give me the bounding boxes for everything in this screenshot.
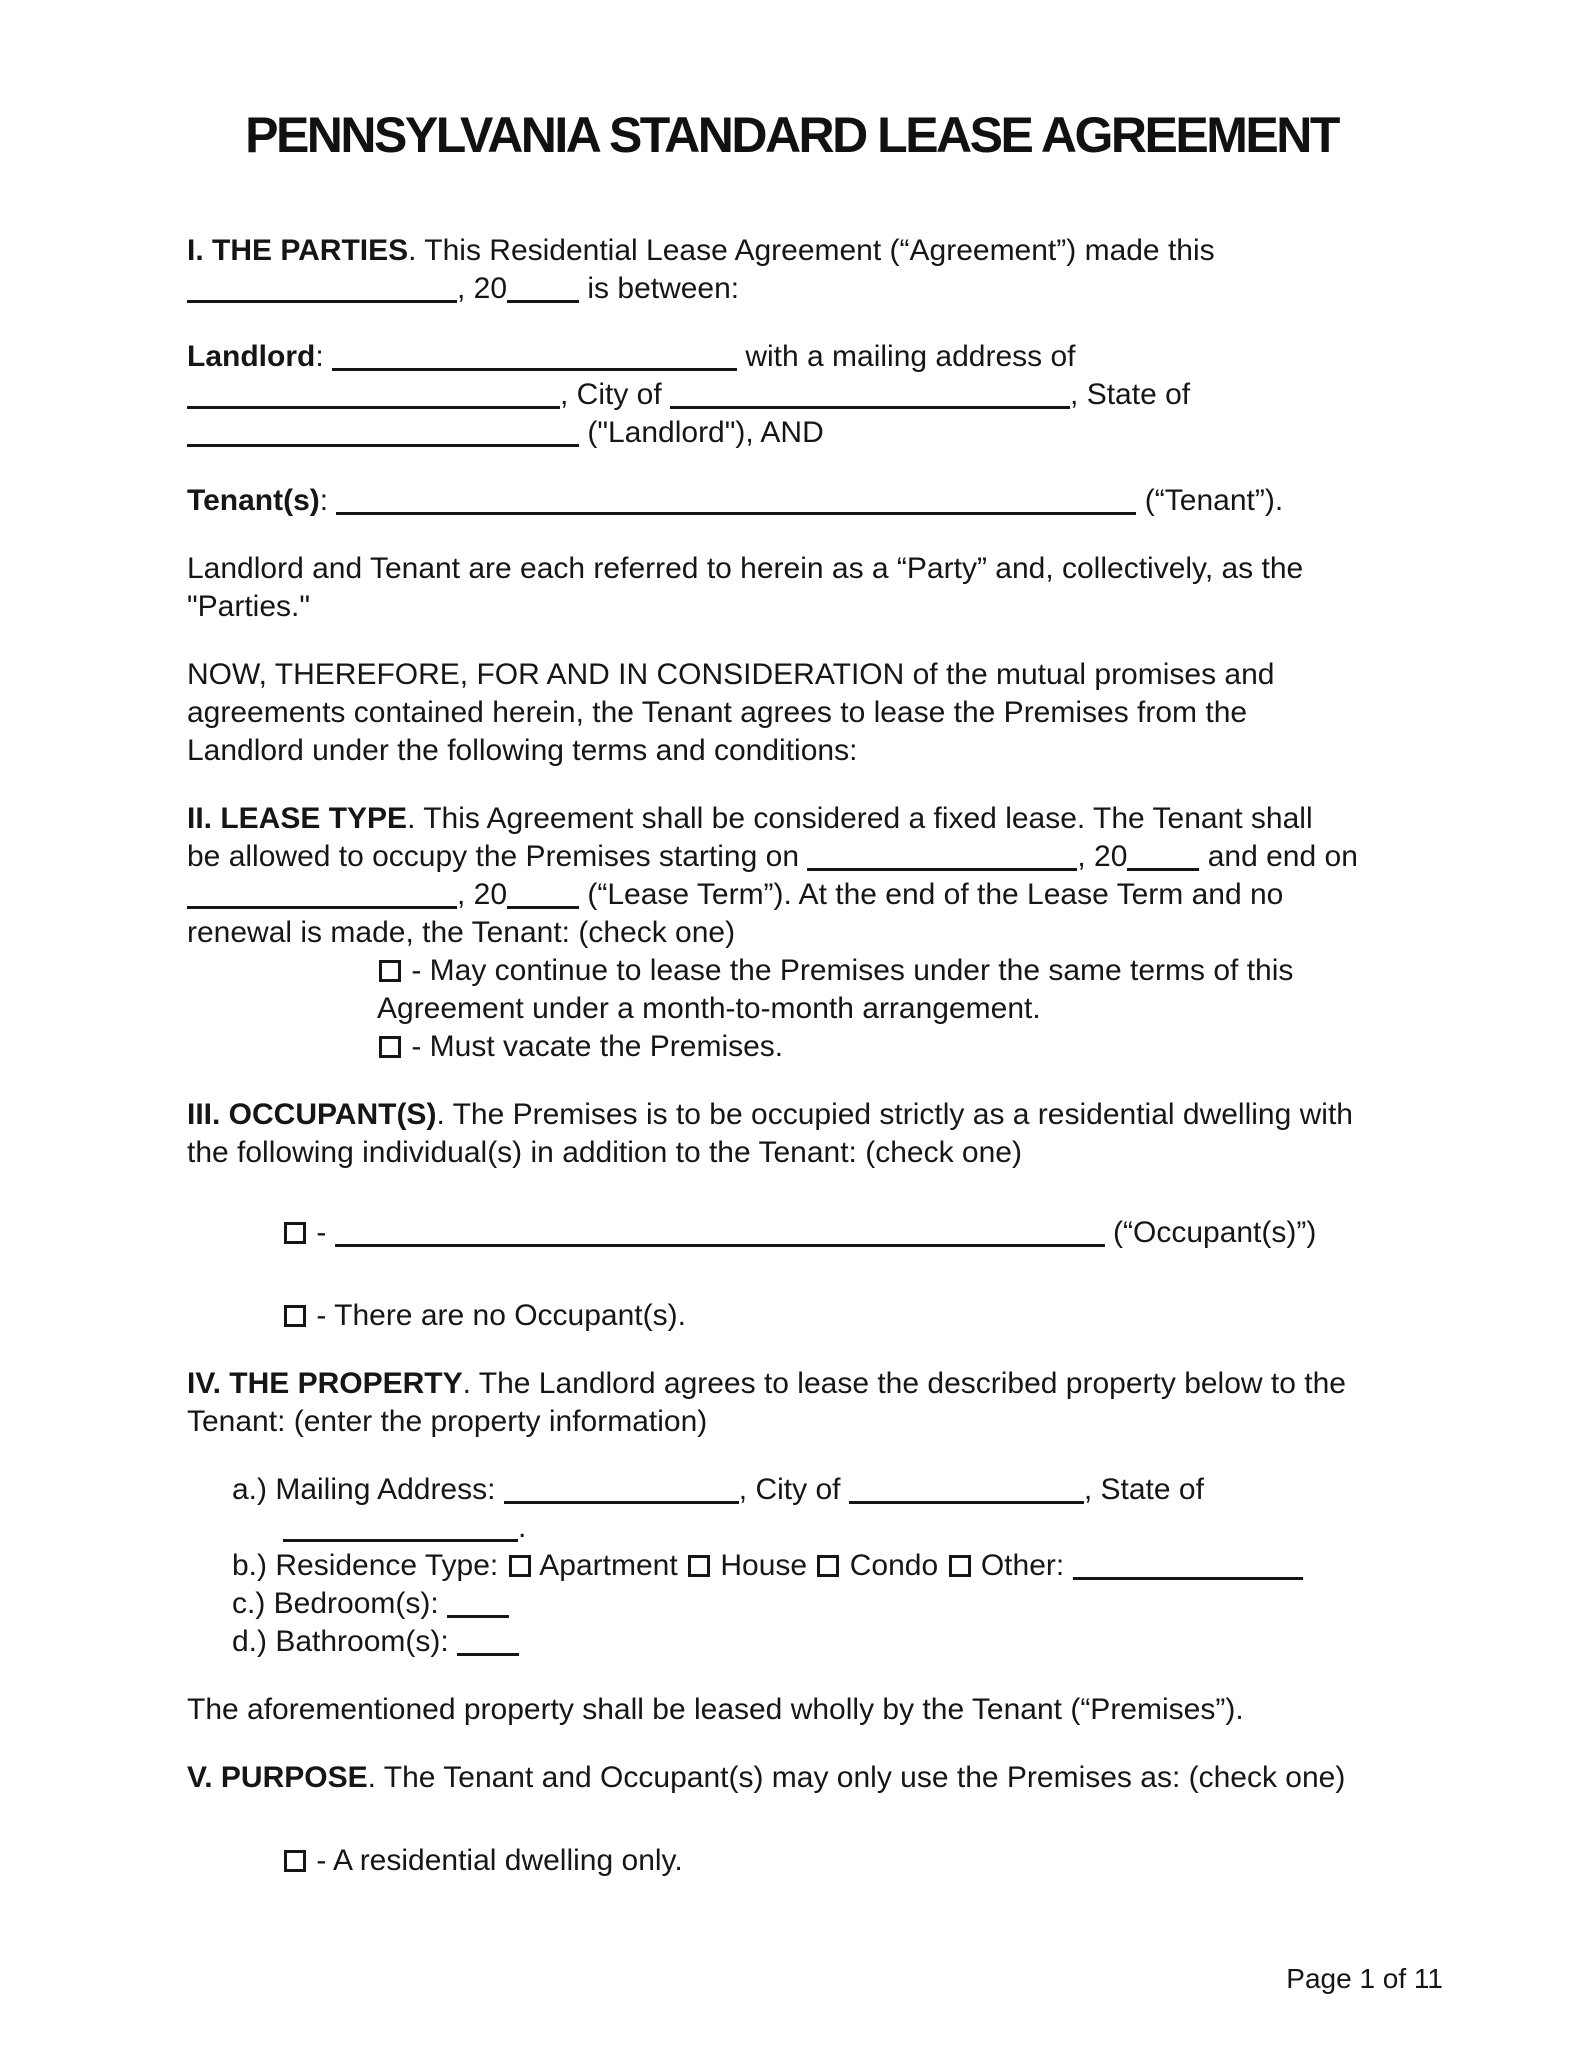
text-run: :: [315, 340, 332, 373]
text-run: is between:: [579, 272, 740, 305]
blank-field[interactable]: [457, 1653, 519, 1656]
section-iii-occupants: [187, 1096, 1396, 1172]
text-run: , State of: [1070, 378, 1191, 411]
text-run: renewal is made, the Tenant: (check one): [187, 916, 736, 949]
text-line: [187, 656, 1396, 694]
text-run: .: [518, 1511, 527, 1544]
text-run: , 20: [1077, 840, 1128, 873]
text-run: The aforementioned property shall be leased wholly by the Tenant (“Premises”).: [187, 1693, 1244, 1726]
text-run: :: [319, 484, 337, 517]
text-line: [187, 1028, 1396, 1066]
text-line: [187, 414, 1396, 452]
text-line: [187, 1691, 1396, 1729]
text-line: [187, 1471, 1396, 1509]
blank-field[interactable]: [335, 1244, 1105, 1247]
text-run: ("Landlord"), AND: [579, 416, 824, 449]
bold-text-run: Tenant(s): [187, 484, 320, 517]
text-line: [187, 1134, 1396, 1172]
checkbox[interactable]: [817, 1555, 839, 1577]
text-run: - A residential dwelling only.: [308, 1844, 683, 1877]
text-run: , City of: [560, 378, 671, 411]
blank-field[interactable]: [670, 406, 1070, 409]
text-run: , 20: [457, 878, 508, 911]
page-content: [187, 100, 1396, 1880]
text-run: Agreement under a month-to-month arrangement.: [377, 992, 1041, 1025]
text-run: , 20: [457, 272, 508, 305]
text-run: d.) Bathroom(s):: [232, 1625, 458, 1658]
text-line: [187, 550, 1396, 588]
text-line: [187, 482, 1396, 520]
text-line: [187, 1585, 1396, 1623]
bold-text-run: III. OCCUPANT(S): [187, 1098, 437, 1131]
text-line: [187, 990, 1396, 1028]
text-run: (“Tenant”).: [1136, 484, 1284, 517]
text-line: [187, 1547, 1396, 1585]
text-run: - May continue to lease the Premises under the same terms of this: [403, 954, 1294, 987]
blank-field[interactable]: [507, 300, 579, 303]
bold-text-run: II. LEASE TYPE: [187, 802, 408, 835]
text-run: . The Landlord agrees to lease the described property below to the: [462, 1367, 1346, 1400]
blank-field[interactable]: [504, 1501, 739, 1504]
blank-field[interactable]: [187, 906, 457, 909]
blank-field[interactable]: [187, 300, 457, 303]
text-line: [187, 338, 1396, 376]
parties-definition-paragraph: [187, 550, 1396, 626]
text-run: with a mailing address of: [737, 340, 1076, 373]
text-line: [187, 1297, 1396, 1335]
checkbox[interactable]: [688, 1555, 710, 1577]
text-run: - Must vacate the Premises.: [403, 1030, 784, 1063]
text-run: - There are no Occupant(s).: [308, 1299, 686, 1332]
text-line: [187, 876, 1396, 914]
text-run: the following individual(s) in addition to the Tenant: (check one): [187, 1136, 1022, 1169]
checkbox[interactable]: [284, 1222, 306, 1244]
checkbox[interactable]: [284, 1305, 306, 1327]
blank-field[interactable]: [849, 1501, 1084, 1504]
bold-text-run: Landlord: [187, 340, 316, 373]
text-run: (“Lease Term”). At the end of the Lease Term and no: [579, 878, 1284, 911]
text-line: [187, 1403, 1396, 1441]
text-run: agreements contained herein, the Tenant agrees to lease the Premises from the: [187, 696, 1248, 729]
text-run: . This Agreement shall be considered a fixed lease. The Tenant shall: [407, 802, 1313, 835]
bold-text-run: V. PURPOSE: [187, 1761, 368, 1794]
text-run: House: [712, 1549, 816, 1582]
text-line: [187, 1214, 1396, 1252]
blank-field[interactable]: [1073, 1577, 1303, 1580]
text-run: -: [308, 1216, 335, 1249]
text-run: , City of: [738, 1473, 849, 1506]
text-run: . This Residential Lease Agreement (“Agreement”) made this: [408, 234, 1215, 267]
bold-text-run: IV. THE PROPERTY: [187, 1367, 463, 1400]
property-information-list: [187, 1471, 1396, 1661]
premises-paragraph: [187, 1691, 1396, 1729]
blank-field[interactable]: [507, 906, 579, 909]
text-run: NOW, THEREFORE, FOR AND IN CONSIDERATION of the mutual promises and: [187, 658, 1275, 691]
checkbox[interactable]: [379, 960, 401, 982]
text-run: and end on: [1199, 840, 1358, 873]
document-body: [187, 232, 1396, 1880]
checkbox[interactable]: [379, 1036, 401, 1058]
text-line: [187, 1623, 1396, 1661]
text-line: [187, 732, 1396, 770]
text-run: Apartment: [532, 1549, 687, 1582]
text-line: [187, 1096, 1396, 1134]
text-line: [187, 232, 1396, 270]
checkbox[interactable]: [949, 1555, 971, 1577]
blank-field[interactable]: [1127, 868, 1199, 871]
section-ii-lease-type: [187, 800, 1396, 952]
document-title: PENNSYLVANIA STANDARD LEASE AGREEMENT: [245, 107, 1338, 163]
blank-field[interactable]: [187, 444, 579, 447]
text-line: [187, 800, 1396, 838]
text-run: Landlord and Tenant are each referred to herein as a “Party” and, collectively, as the: [187, 552, 1304, 585]
blank-field[interactable]: [447, 1615, 509, 1618]
text-line: [187, 270, 1396, 308]
checkbox[interactable]: [509, 1555, 531, 1577]
blank-field[interactable]: [336, 512, 1136, 515]
text-run: "Parties.": [187, 590, 311, 623]
section-v-purpose: [187, 1759, 1396, 1797]
no-occupants-option: [187, 1297, 1396, 1335]
landlord-paragraph: [187, 338, 1396, 452]
text-run: . The Tenant and Occupant(s) may only use the Premises as: (check one): [367, 1761, 1346, 1794]
blank-field[interactable]: [332, 368, 737, 371]
text-line: [187, 1842, 1396, 1880]
section-i-the-parties: [187, 232, 1396, 308]
text-line: [187, 588, 1396, 626]
page-number: Page 1 of 11: [1286, 1963, 1443, 1994]
text-line: [187, 952, 1396, 990]
text-run: Other:: [972, 1549, 1073, 1582]
purpose-residential-option: [187, 1842, 1396, 1880]
text-line: [187, 1509, 1396, 1547]
text-line: [187, 694, 1396, 732]
blank-field[interactable]: [283, 1539, 518, 1542]
text-run: a.) Mailing Address:: [232, 1473, 504, 1506]
text-run: Condo: [841, 1549, 947, 1582]
text-run: . The Premises is to be occupied strictly as a residential dwelling with: [436, 1098, 1353, 1131]
text-run: b.) Residence Type:: [232, 1549, 507, 1582]
text-line: [187, 376, 1396, 414]
text-line: [187, 1759, 1396, 1797]
consideration-paragraph: [187, 656, 1396, 770]
text-run: Tenant: (enter the property information): [187, 1405, 708, 1438]
text-line: [187, 1365, 1396, 1403]
section-iv-the-property: [187, 1365, 1396, 1441]
blank-field[interactable]: [807, 868, 1077, 871]
blank-field[interactable]: [187, 406, 560, 409]
occupants-named-option: [187, 1214, 1396, 1252]
text-run: Landlord under the following terms and conditions:: [187, 734, 858, 767]
text-run: be allowed to occupy the Premises starting on: [187, 840, 808, 873]
text-line: [187, 914, 1396, 952]
checkbox[interactable]: [284, 1850, 306, 1872]
text-run: c.) Bedroom(s):: [232, 1587, 448, 1620]
lease-type-options: [187, 952, 1396, 1066]
text-run: , State of: [1083, 1473, 1204, 1506]
bold-text-run: I. THE PARTIES: [187, 234, 409, 267]
text-line: [187, 838, 1396, 876]
text-run: (“Occupant(s)”): [1104, 1216, 1317, 1249]
tenant-paragraph: [187, 482, 1396, 520]
